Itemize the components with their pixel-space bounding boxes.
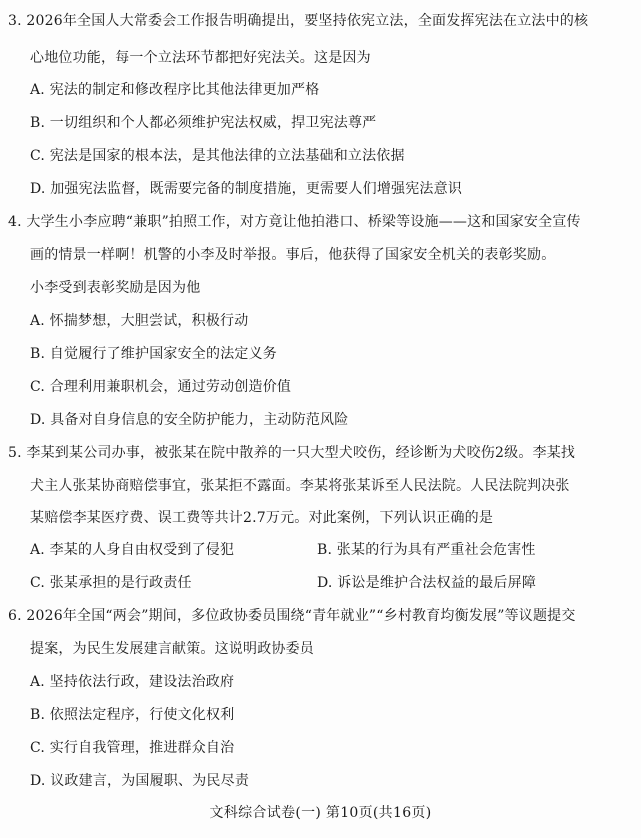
question-5-stem-line-1: 5. 李某到某公司办事，被张某在院中散养的一只大型犬咬伤，经诊断为犬咬伤2级。李某找	[8, 445, 576, 461]
question-4-stem-line-2: 画的情景一样啊！机警的小李及时举报。事后，他获得了国家安全机关的表彰奖励。	[30, 247, 556, 263]
question-5-stem-line-2: 犬主人张某协商赔偿事宜，张某拒不露面。李某将张某诉至人民法院。人民法院判决张	[30, 478, 570, 494]
question-6-option-d: D. 议政建言，为国履职、为民尽责	[30, 773, 250, 789]
question-3-stem-line-2: 心地位功能，每一个立法环节都把好宪法关。这是因为	[30, 50, 371, 66]
question-3-option-a: A. 宪法的制定和修改程序比其他法律更加严格	[30, 82, 320, 98]
question-3-option-b: B. 一切组织和个人都必须维护宪法权威，捍卫宪法尊严	[30, 115, 377, 131]
question-4-option-c: C. 合理利用兼职机会，通过劳动创造价值	[30, 379, 292, 395]
question-4-option-a: A. 怀揣梦想，大胆尝试，积极行动	[30, 313, 249, 329]
question-4-stem-line-3: 小李受到表彰奖励是因为他	[30, 280, 201, 296]
question-6-option-a: A. 坚持依法行政，建设法治政府	[30, 674, 235, 690]
question-3-option-c: C. 宪法是国家的根本法，是其他法律的立法基础和立法依据	[30, 148, 405, 164]
question-3-stem-line-1: 3. 2026年全国人大常委会工作报告明确提出，要坚持依宪立法，全面发挥宪法在立法中的核	[8, 13, 589, 29]
question-5-option-c: C. 张某承担的是行政责任	[30, 575, 192, 591]
question-3-option-d: D. 加强宪法监督，既需要完备的制度措施，更需要人们增强宪法意识	[30, 181, 463, 197]
page-footer: 文科综合试卷(一) 第10页(共16页)	[209, 805, 432, 821]
question-4-option-d: D. 具备对自身信息的安全防护能力，主动防范风险	[30, 412, 349, 428]
question-6-stem-line-2: 提案，为民生发展建言献策。这说明政协委员	[30, 641, 314, 657]
question-4-option-b: B. 自觉履行了维护国家安全的法定义务	[30, 346, 277, 362]
question-5-option-b: B. 张某的行为具有严重社会危害性	[317, 542, 536, 558]
question-6-option-c: C. 实行自我管理，推进群众自治	[30, 740, 235, 756]
question-5-stem-line-3: 某赔偿李某医疗费、误工费等共计2.7万元。对此案例，下列认识正确的是	[30, 510, 494, 526]
question-5-option-d: D. 诉讼是维护合法权益的最后屏障	[317, 575, 537, 591]
question-6-stem-line-1: 6. 2026年全国“两会”期间，多位政协委员围绕“青年就业”“乡村教育均衡发展”等议题提交	[8, 608, 576, 624]
question-5-option-a: A. 李某的人身自由权受到了侵犯	[30, 542, 235, 558]
question-6-option-b: B. 依照法定程序，行使文化权利	[30, 707, 235, 723]
question-4-stem-line-1: 4. 大学生小李应聘“兼职”拍照工作，对方竟让他拍港口、桥梁等设施——这和国家安全宣传	[8, 214, 581, 230]
